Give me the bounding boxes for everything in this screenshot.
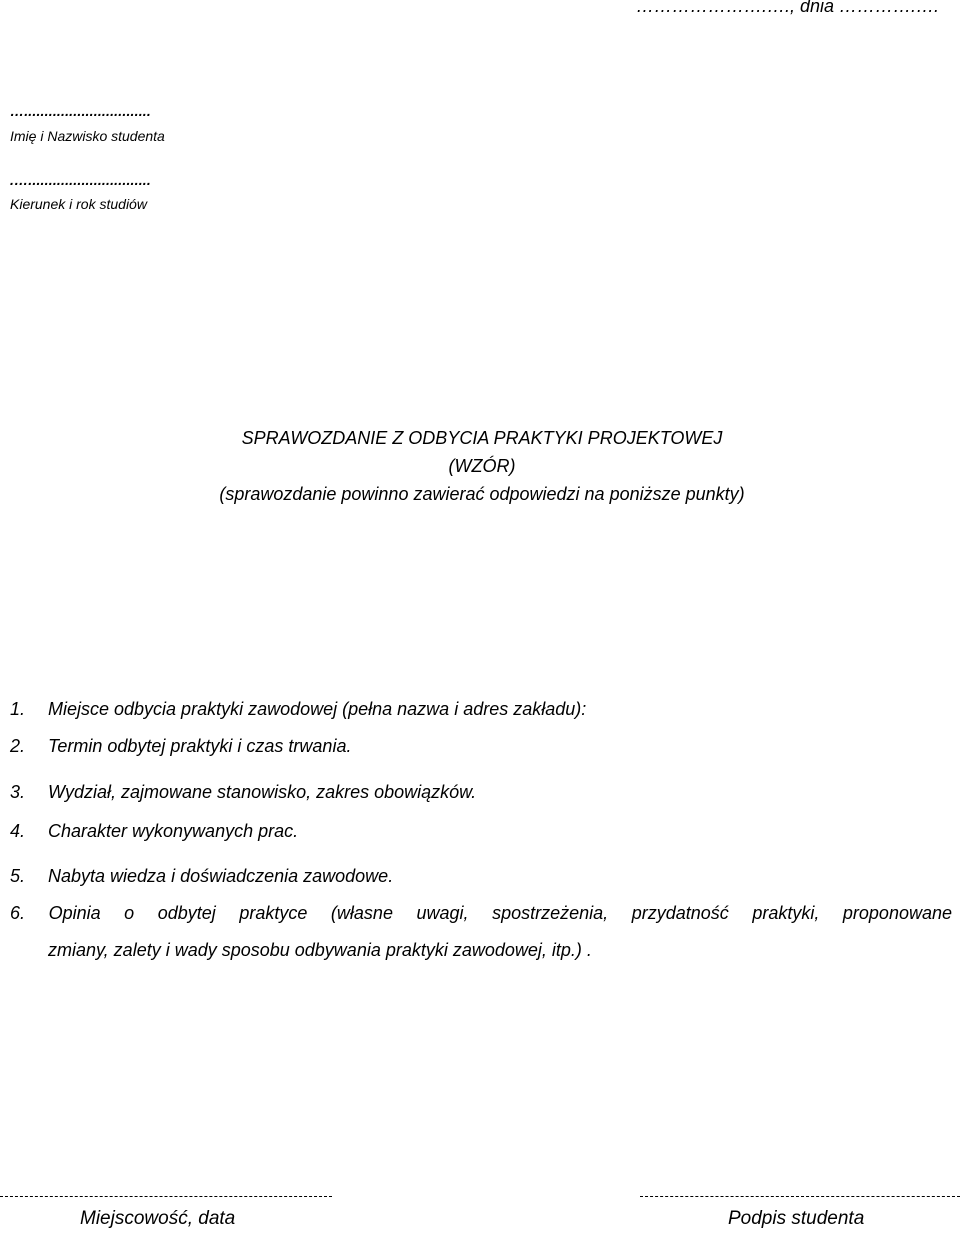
list-item: [10, 782, 476, 803]
course-label: Kierunek i rok studiów: [10, 196, 147, 212]
list-item-text: Charakter wykonywanych prac.: [48, 821, 299, 841]
list-item-number: 1.: [10, 699, 26, 719]
list-item-number: 2.: [10, 736, 26, 756]
course-dots: .…..............................: [10, 172, 151, 188]
name-label: Imię i Nazwisko studenta: [10, 128, 165, 144]
document-subtitle: (WZÓR): [448, 456, 516, 476]
list-item-text: Wydział, zajmowane stanowisko, zakres obowiązków.: [48, 782, 477, 802]
list-item-text: Miejsce odbycia praktyki zawodowej (pełna nazwa i adres zakładu):: [48, 699, 587, 719]
list-item-6-line-1: 6. Opinia o odbytej praktyce (własne uwagi, spostrzeżenia, przydatność praktyki, proponowane: [10, 903, 952, 923]
list-item-text: Termin odbytej praktyki i czas trwania.: [48, 736, 352, 756]
date-line: ………………….…., dnia ………….….: [636, 0, 940, 16]
list-item: [10, 821, 298, 842]
list-item-number: 4.: [10, 821, 26, 841]
document-title: SPRAWOZDANIE Z ODBYCIA PRAKTYKI PROJEKTOWEJ: [241, 428, 723, 448]
list-item-text: Nabyta wiedza i doświadczenia zawodowe.: [48, 866, 394, 886]
signature-label: Podpis studenta: [728, 1208, 865, 1229]
list-item-6-line-2: zmiany, zalety i wady sposobu odbywania praktyki zawodowej, itp.) .: [48, 940, 592, 960]
place-date-line: [0, 1196, 332, 1197]
list-item: [10, 866, 393, 887]
place-date-label: Miejscowość, data: [80, 1208, 236, 1229]
signature-line: [640, 1196, 960, 1197]
document-note: (sprawozdanie powinno zawierać odpowiedzi na poniższe punkty): [219, 484, 745, 504]
list-item-number: 3.: [10, 782, 26, 802]
list-item: [10, 736, 351, 757]
name-dots: …...............................: [10, 103, 151, 119]
list-item: [10, 699, 586, 720]
list-item-number: 5.: [10, 866, 26, 886]
